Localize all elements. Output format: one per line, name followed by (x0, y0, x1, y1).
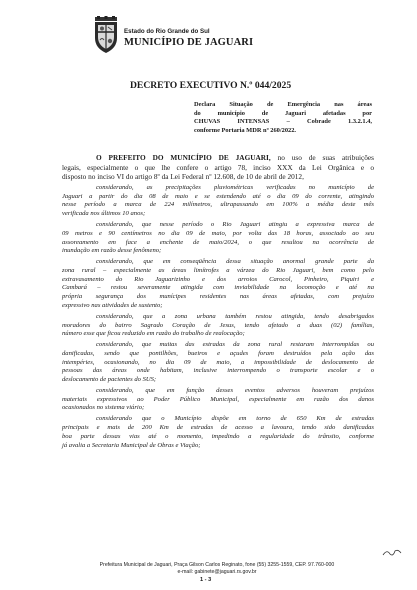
paragraph-line: número esse que ficou reduzido em razão do trabalho de realocação; (62, 330, 245, 338)
opening-authority: O PREFEITO DO MUNICÍPIO DE JAGUARI, (96, 153, 271, 162)
paragraph-line: principais e mais de 200 Km de estradas de acesso a lavoura, tendo sido danificadas (62, 424, 374, 432)
paragraph-line: extravasamento do Rio Jaguarizinho e dos arroios Carocol, Pinheiro, Piquiri e (62, 275, 374, 283)
paragraph-line: Jaguari a partir do dia 08 de maio e se estendendo até o dia 09 do corrente, atingindo (62, 192, 374, 200)
summary-line: do município de Jaguari afetadas por (194, 109, 372, 117)
paragraph-line: considerando, que nesse período o Rio Jaguari atingiu a expressiva marca de (96, 221, 374, 229)
paragraph-line: considerando que o Município dispõe em torno de 650 Km de estradas (96, 415, 374, 423)
decree-title: DECRETO EXECUTIVO N.º 044/2025 (130, 80, 292, 91)
paragraph-line: considerando, que a zona urbana também restou atingida, tendo desabrigados (96, 312, 374, 320)
summary-line: Declara Situação de Emergência nas áreas (194, 101, 372, 108)
paragraph-line: já avalia a Secretaria Municipal de Obras e Viação; (62, 441, 201, 449)
initials-mark (381, 548, 403, 558)
opening-line (62, 153, 374, 163)
opening-line: legais, especialmente o que lhe confere o artigo 78, inciso XXX da Lei Orgânica e o (62, 162, 374, 172)
municipal-coat-of-arms-icon (92, 16, 120, 54)
opening-line: disposto no inciso VI do artigo 8º da Lei Federal nº 12.608, de 10 de abril de 2012, (62, 172, 304, 182)
paragraph-line: considerando, que em função desses eventos adversos houveram prejuízos (96, 387, 374, 395)
paragraph-line: ocasionados no sistema viário; (62, 404, 145, 412)
paragraph-line: Cambará – restou severamente atingida com inviabilidade na locomoção e até na (62, 284, 374, 292)
paragraph-line: considerando, as precipitações pluviométricas verificadas no município de (96, 184, 374, 192)
paragraph-line: inundação em razão desse fenômeno; (62, 247, 162, 255)
opening-text: no uso de suas atribuições (270, 153, 374, 162)
paragraph-line: pessoas das áreas onde habitam, inclusive interrompendo o transporte escolar e o (62, 367, 374, 375)
state-name: Estado do Rio Grande do Sul (124, 28, 210, 35)
paragraph-line: boa parte dessas vias até o momento, impedindo a regularidade do trânsito, conforme (62, 432, 374, 440)
paragraph-line: deslocamento de pacientes do SUS; (62, 376, 157, 384)
letterhead (92, 16, 342, 56)
summary-line: CHUVAS INTENSAS – Cobrade 1.3.2.1.4, (194, 118, 372, 126)
paragraph-line: expressivo nas atividades de sustento; (62, 301, 163, 309)
summary-line: conforme Portaria MDR nº 260/2022. (194, 126, 297, 134)
municipality-name: MUNICÍPIO DE JAGUARI (124, 37, 254, 48)
paragraph-line: moradores do bairro Sagrado Coração de Jesus, tendo afetado a duas (02) famílias, (62, 321, 374, 329)
paragraph-line: própria segurança dos munícipes residentes nas áreas afetadas, com prejuízo (62, 293, 374, 301)
paragraph-line: 09 metros e 90 centímetros no dia 09 de maio, por volta das 18 horas, associado ao seu (62, 229, 374, 237)
footer-email: e-mail: gabinete@jaguari.rs.gov.br (177, 568, 257, 575)
paragraph-line: materiais expressivos ao Poder Público Municipal, especialmente em razão dos danos (62, 395, 374, 403)
decree-summary (194, 101, 372, 135)
paragraph-line: danificadas, sendo que pontilhões, bueiros e açudes foram destruídos pela ação das (62, 349, 374, 357)
footer-address: Prefeitura Municipal de Jaguari, Praça Gilson Carlos Reginato, fone (55) 3255-1559, CEP. 97.760-000 (99, 562, 335, 568)
page-number: 1 - 3 (200, 577, 212, 583)
paragraph-line: verificada nos últimos 10 anos; (62, 210, 146, 218)
paragraph-line: considerando, que muitas das estradas da zona rural restaram interrompidas ou (96, 341, 374, 349)
paragraph-line: considerando, que em conseqüência dessa situação anormal grande parte da (96, 258, 374, 266)
page-footer (72, 562, 362, 576)
paragraph-line: assoreamento em face a enchente de maio/2024, o que resultou na ocorrência de (62, 238, 374, 246)
paragraph-line: nesse período a marca de 224 milímetros, ultrapassando em 100% a média deste mês (62, 201, 374, 209)
decree-body (62, 153, 374, 450)
paragraph-line: zona rural – especialmente as áreas limítrofes a várzea do Rio Jaguari, bem como pelo (62, 267, 374, 274)
paragraph-line: intempéries, ocasionando, no dia 09 de maio, a impossibilidade de deslocamento de (62, 358, 374, 366)
